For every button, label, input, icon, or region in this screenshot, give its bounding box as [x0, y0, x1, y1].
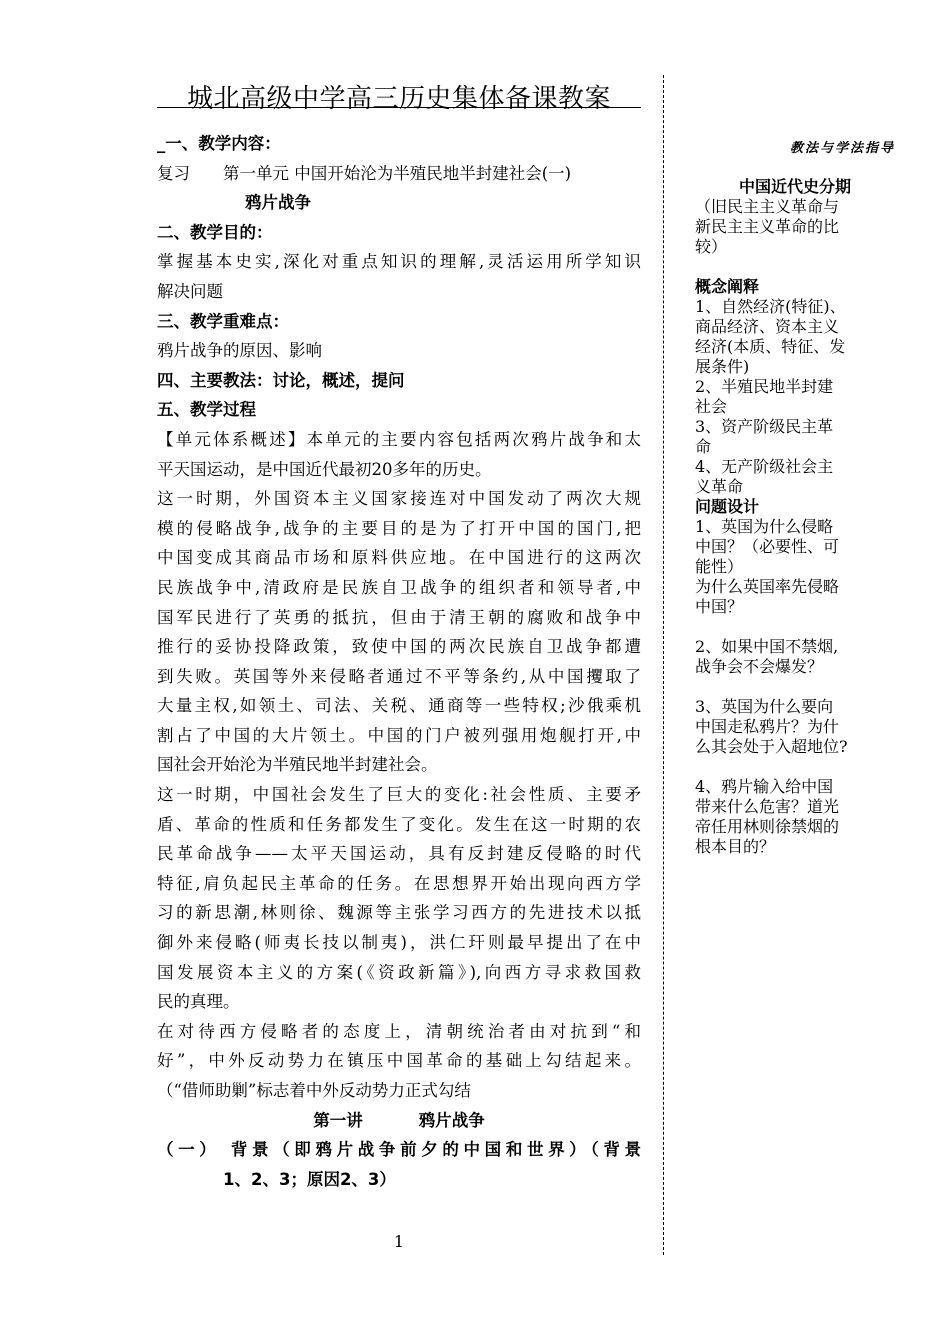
text-line: （“借师助剿”标志着中外反动势力正式勾结 [157, 1081, 471, 1100]
text-line: 复习 第一单元 中国开始沦为半殖民地半封建社会(一) [157, 163, 572, 183]
sidebar-line: 中国？（必要性、可 [695, 537, 840, 556]
lecture-number: 第一讲 [313, 1110, 363, 1130]
text-line: 国军民进行了英勇的抵抗，但由于清王朝的腐败和战争中 [157, 607, 641, 627]
text-line: 御外来侵略(师夷长技以制夷)，洪仁玕则最早提出了在中 [157, 933, 641, 953]
sidebar-line: （旧民主主义革命与 [695, 197, 840, 216]
text-line: 这一时期，中国社会发生了巨大的变化:社会性质、主要矛 [157, 785, 641, 805]
text-line: 盾、革命的性质和任务都发生了变化。发生在这一时期的农 [157, 814, 641, 834]
sidebar-line: 展条件) [695, 357, 750, 376]
text-line: 民革命战争——太平天国运动，具有反封建反侵略的时代 [157, 844, 641, 864]
sidebar-line: 新民主主义革命的比 [695, 217, 840, 236]
sidebar-line: 3、资产阶级民主革 [695, 417, 834, 436]
sidebar-line: 1、英国为什么侵略 [695, 517, 834, 536]
sidebar-line: 中国？ [695, 597, 744, 616]
sidebar-guide [695, 139, 895, 857]
title-underline [157, 107, 641, 108]
sidebar-header: 教法与学法指导 [789, 141, 895, 156]
spacer [695, 677, 895, 697]
sidebar-line: 2、如果中国不禁烟, [695, 637, 839, 656]
sidebar-line: 经济(本质、特征、发 [695, 337, 846, 356]
page-title: 城北高级中学高三历史集体备课教案 [186, 84, 611, 114]
text-line: 中国变成其商品市场和原料供应地。在中国进行的这两次 [157, 548, 641, 568]
text-line: 国发展资本主义的方案(《资政新篇》),向西方寻求救国救 [157, 962, 641, 982]
sidebar-section-heading: 概念阐释 [695, 277, 760, 296]
spacer [695, 617, 895, 637]
sidebar-line: 社会 [695, 397, 728, 416]
subsection-heading: （一） 背景（即鸦片战争前夕的中国和世界）（背景 [157, 1140, 641, 1160]
sidebar-line: 为什么英国率先侵略 [695, 577, 840, 596]
sidebar-line: 3、英国为什么要向 [695, 697, 834, 716]
text-line: 推行的妥协投降政策，致使中国的两次民族自卫战争都遭 [157, 637, 641, 657]
sidebar-line: 1、自然经济(特征)、 [695, 297, 846, 316]
lecture-heading [157, 1106, 641, 1136]
text-line: 鸦片战争的原因、影响 [157, 341, 322, 361]
sidebar-line: 战争会不会爆发？ [695, 657, 824, 676]
sidebar-line: 2、半殖民地半封建 [695, 377, 834, 396]
text-line: 民的真理。 [157, 992, 240, 1012]
text-line: 大量主权,如领土、司法、关税、通商等一些特权;沙俄乘机 [157, 696, 641, 716]
sidebar-line: 帝任用林则徐禁烟的 [695, 817, 840, 836]
text-line: 特征,肩负起民主革命的任务。在思想界开始出现向西方学 [157, 873, 641, 893]
page-number: 1 [393, 1232, 405, 1251]
main-column [157, 129, 641, 1194]
text-line: 在对待西方侵略者的态度上，清朝统治者由对抗到“和 [157, 1021, 641, 1041]
text-line: 掌握基本史实,深化对重点知识的理解,灵活运用所学知识 [157, 252, 641, 272]
sidebar-line: 能性） [695, 557, 744, 576]
sidebar-line: 根本目的？ [695, 837, 776, 856]
text-line: 二、教学目的： [157, 222, 273, 242]
text-line: 习的新思潮,林则徐、魏源等主张学习西方的先进技术以抵 [157, 903, 641, 923]
text-line: 三、教学重难点： [157, 311, 289, 331]
sidebar-line: 带来什么危害？道光 [695, 797, 840, 816]
text-line: 到失败。英国等外来侵略者通过不平等条约,从中国攫取了 [157, 666, 641, 686]
sidebar-section-heading: 问题设计 [695, 497, 760, 516]
sidebar-line: 商品经济、资本主义 [695, 317, 840, 336]
sidebar-line: 么其会处于入超地位? [695, 737, 848, 756]
subsection-heading-cont: 1、2、3；原因2、3） [223, 1169, 396, 1189]
text-line: 模的侵略战争,战争的主要目的是为了打开中国的国门,把 [157, 518, 641, 538]
text-line: 民族战争中,清政府是民族自卫战争的组织者和领导者,中 [157, 577, 641, 597]
sidebar-text [695, 177, 895, 857]
sidebar-line: 义革命 [695, 477, 744, 496]
text-line: 鸦片战争 [245, 193, 311, 213]
spacer [695, 757, 895, 777]
spacer [695, 257, 895, 277]
sidebar-line: 较） [695, 237, 728, 256]
text-line: 五、教学过程 [157, 400, 256, 420]
text-line: 国社会开始沦为半殖民地半封建社会。 [157, 755, 438, 775]
text-line: 四、主要教法：讨论，概述，提问 [157, 370, 405, 390]
text-line: 好”，中外反动势力在镇压中国革命的基础上勾结起来。 [157, 1051, 641, 1071]
text-line: 解决问题 [157, 281, 223, 301]
text-line: 平天国运动，是中国近代最初20多年的历史。 [157, 459, 492, 479]
sidebar-line: 中国近代史分期 [738, 177, 851, 196]
text-line: 割占了中国的大片领土。中国的门户被列强用炮舰打开,中 [157, 725, 641, 745]
text-line: 这一时期，外国资本主义国家接连对中国发动了两次大规 [157, 489, 641, 509]
sidebar-line: 4、无产阶级社会主 [695, 457, 834, 476]
main-text [157, 129, 641, 1106]
column-divider [663, 75, 664, 1255]
sidebar-line: 命 [695, 437, 712, 456]
lecture-name: 鸦片战争 [418, 1110, 485, 1130]
text-line: 【单元体系概述】本单元的主要内容包括两次鸦片战争和太 [157, 429, 641, 449]
sidebar-line: 中国走私鸦片？为什 [695, 717, 840, 736]
text-line: _一、教学内容： [157, 134, 281, 153]
sidebar-line: 4、鸦片输入给中国 [695, 777, 834, 796]
